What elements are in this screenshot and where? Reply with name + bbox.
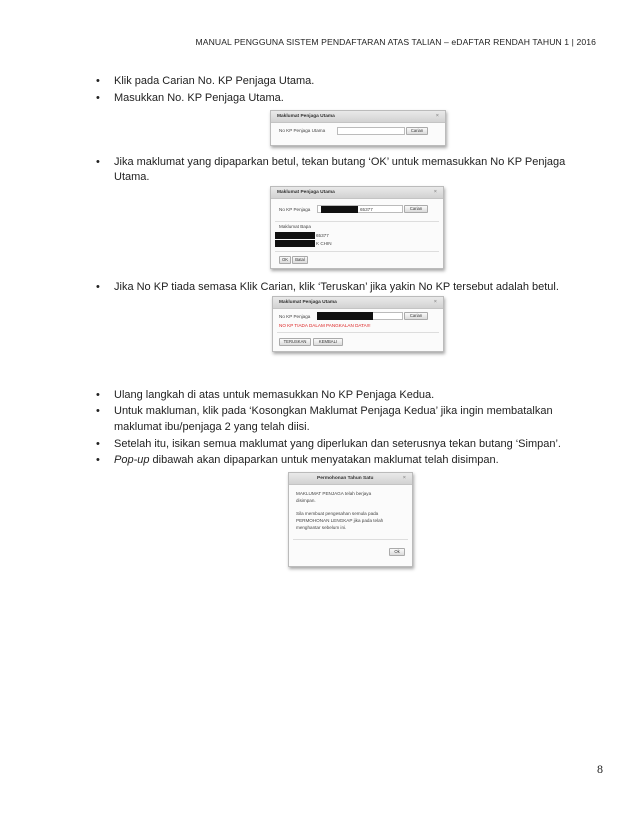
- bullet-icon: •: [96, 454, 100, 466]
- popup-message: Sila membuat pengesahan semula pada: [296, 511, 379, 516]
- info-line: K CHIN: [316, 241, 332, 246]
- bullet-icon: •: [96, 438, 100, 450]
- bullet-text: Setelah itu, isikan semua maklumat yang diperlukan dan seterusnya tekan butang ‘Simpan’.: [114, 438, 561, 450]
- info-line: 65377: [316, 233, 329, 238]
- page-number: 8: [597, 762, 603, 776]
- bullet-text: Klik pada Carian No. KP Penjaga Utama.: [114, 75, 315, 87]
- back-button[interactable]: KEMBALI: [313, 338, 343, 346]
- divider: [275, 221, 439, 222]
- popup-message: PERMOHONAN LENGKAP jika pada telah: [296, 518, 384, 523]
- dialog-title: Permohonan Tahun Satu: [317, 476, 374, 481]
- bullet-text-rest: dibawah akan dipaparkan untuk menyatakan maklumat telah disimpan.: [149, 454, 499, 466]
- search-button[interactable]: Carian: [406, 127, 428, 135]
- bullet-text: Untuk makluman, klik pada ‘Kosongkan Maklumat Penjaga Kedua’ jika ingin membatalkan: [114, 405, 553, 417]
- field-label: No KP Penjaga: [279, 314, 311, 319]
- close-icon[interactable]: ×: [435, 113, 439, 119]
- cancel-button[interactable]: Batal: [292, 256, 308, 264]
- bullet-text: Jika No KP tiada semasa Klik Carian, klik ‘Teruskan’ jika yakin No KP tersebut adalah betul.: [114, 281, 559, 293]
- search-button[interactable]: Carian: [404, 312, 428, 320]
- field-label: No KP Penjaga: [279, 207, 311, 212]
- redaction-block: [317, 312, 373, 320]
- bullet-text-continued: Utama.: [114, 171, 150, 183]
- ok-button[interactable]: OK: [279, 256, 291, 264]
- ok-button[interactable]: Ok: [389, 548, 405, 556]
- dialog-title: Maklumat Penjaga Utama: [277, 190, 335, 195]
- parent-info-dialog: [270, 186, 444, 269]
- field-label: No KP Penjaga Utama: [279, 128, 326, 133]
- dialog-title: Maklumat Penjaga Utama: [277, 114, 335, 119]
- bullet-icon: •: [96, 389, 100, 401]
- divider: [277, 332, 439, 333]
- dialog-titlebar: [271, 187, 443, 199]
- dialog-titlebar: [289, 473, 412, 485]
- popup-message: disimpan.: [296, 498, 316, 503]
- divider: [293, 539, 408, 540]
- popup-term: Pop-up: [114, 454, 150, 466]
- continue-button[interactable]: TERUSKAN: [279, 338, 311, 346]
- bullet-text: Ulang langkah di atas untuk memasukkan No KP Penjaga Kedua.: [114, 389, 435, 401]
- bullet-text-continued: maklumat ibu/penjaga 2 yang telah diisi.: [114, 421, 310, 433]
- redaction-block: [275, 232, 315, 239]
- search-dialog: [270, 110, 446, 146]
- ic-number-value: 65377: [360, 207, 373, 212]
- redaction-block: [321, 206, 358, 213]
- bullet-icon: •: [96, 156, 100, 168]
- header-title: MANUAL PENGGUNA SISTEM PENDAFTARAN ATAS TALIAN – eDAFTAR RENDAH TAHUN 1 | 2016: [195, 37, 596, 47]
- bullet-icon: •: [96, 75, 100, 87]
- search-button[interactable]: Carian: [404, 205, 428, 213]
- bullet-text: Masukkan No. KP Penjaga Utama.: [114, 92, 284, 104]
- section-label: Maklumat Bapa: [279, 224, 311, 229]
- dialog-title: Maklumat Penjaga Utama: [279, 300, 337, 305]
- close-icon[interactable]: ×: [433, 189, 437, 195]
- error-message: NO KP TIADA DALAM PANGKALAN DATA!!!: [279, 323, 371, 328]
- ic-number-input[interactable]: [337, 127, 405, 135]
- popup-message: menghantar sebelum ini.: [296, 525, 347, 530]
- bullet-icon: •: [96, 281, 100, 293]
- bullet-icon: •: [96, 92, 100, 104]
- bullet-text: Jika maklumat yang dipaparkan betul, tekan butang ‘OK’ untuk memasukkan No KP Penjaga: [114, 156, 566, 168]
- divider: [275, 251, 439, 252]
- saved-popup-dialog: [288, 472, 413, 567]
- redaction-block: [275, 240, 315, 247]
- close-icon[interactable]: ×: [402, 475, 406, 481]
- not-found-dialog: [272, 296, 444, 352]
- dialog-titlebar: [273, 297, 443, 309]
- bullet-icon: •: [96, 405, 100, 417]
- close-icon[interactable]: ×: [433, 299, 437, 305]
- bullet-text: [114, 453, 499, 468]
- popup-message: MAKLUMAT PENJAGA telah berjaya: [296, 491, 372, 496]
- dialog-titlebar: [271, 111, 445, 123]
